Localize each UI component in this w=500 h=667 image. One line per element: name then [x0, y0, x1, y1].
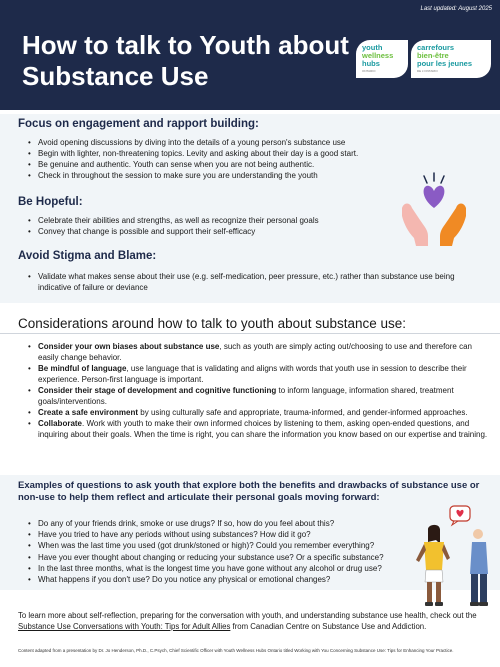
- considerations-heading: Considerations around how to talk to youth about substance use:: [18, 316, 406, 331]
- considerations-list: [28, 341, 488, 440]
- list-item: • Avoid opening discussions by diving into the details of a young person's substance use: [28, 137, 488, 148]
- divider: [0, 333, 500, 334]
- youth-conversation-illustration: [412, 504, 492, 608]
- list-item: • Create a safe environment by using culturally safe and appropriate, trauma-informed, and gender-informed approaches.: [28, 407, 488, 418]
- list-item: • Be mindful of language, use language that is validating and aligns with words that youth use in session to describe their experience. Person-first language is important.: [28, 363, 488, 385]
- list-item: • Consider your own biases about substance use, such as youth are simply acting out/choosing to use and therefore can easily change behavior.: [28, 341, 488, 363]
- last-updated: Last updated: August 2025: [420, 6, 492, 12]
- stigma-list: [28, 271, 478, 293]
- list-item: • Begin with lighter, non-threatening topics. Levity and asking about their day is a good start.: [28, 148, 488, 159]
- list-item: • Celebrate their abilities and strengths, as well as recognize their personal goals: [28, 215, 388, 226]
- carrefours-bien-etre-logo: carrefours bien-être pour les jeunes DE L'ONTARIO: [411, 40, 491, 78]
- list-item: • Consider their stage of development and cognitive functioning to inform language, information shared, treatment goals/interventions.: [28, 385, 488, 407]
- right-hand: [440, 204, 466, 247]
- examples-heading: Examples of questions to ask youth that explore both the benefits and drawbacks of substance use or non-use to help them reflect and articulate their personal goals moving forward:: [18, 480, 480, 503]
- hopeful-heading: Be Hopeful:: [18, 196, 83, 208]
- heart-icon: [424, 186, 445, 208]
- resource-link[interactable]: Substance Use Conversations with Youth: Tips for Adult Allies: [18, 622, 231, 631]
- list-item: • Check in throughout the session to make sure you are understanding the youth: [28, 170, 488, 181]
- list-item: • When was the last time you used (got drunk/stoned or high)? Could you remember everything?: [28, 540, 428, 551]
- header-banner: [0, 0, 500, 110]
- left-hand: [402, 204, 428, 247]
- stigma-heading: Avoid Stigma and Blame:: [18, 250, 157, 262]
- hopeful-list: [28, 215, 388, 237]
- list-item: • Have you ever thought about changing or reducing your substance use? Or a specific substance?: [28, 552, 428, 563]
- adult-head: [473, 529, 483, 539]
- youth-shirt: [424, 542, 444, 570]
- credit-note: Content adapted from a presentation by Dr. Jo Henderson, Ph.D., C.Psych, Chief Scientific Officer with Youth Wellness Hubs Ontario titled Working with You Concerning Substance Use: Tips for Enhancing Your Practice.: [18, 648, 454, 653]
- list-item: • Do any of your friends drink, smoke or use drugs? If so, how do you feel about this?: [28, 518, 428, 529]
- list-item: • Validate what makes sense about their use (e.g. self-medication, peer pressure, etc.) rather than substance use being indicative of failure or deviance: [28, 271, 478, 293]
- list-item: • Be genuine and authentic. Youth can sense when you are not being authentic.: [28, 159, 488, 170]
- list-item: • What happens if you don't use? Do you notice any physical or emotional changes?: [28, 574, 428, 585]
- focus-heading: Focus on engagement and rapport building:: [18, 118, 259, 130]
- page-title: How to talk to Youth about Substance Use: [22, 30, 349, 91]
- list-item: • Have you tried to have any periods without using substances? How did it go?: [28, 529, 428, 540]
- list-item: • Convey that change is possible and support their self-efficacy: [28, 226, 388, 237]
- hands-heart-illustration: [398, 172, 470, 246]
- youth-wellness-hubs-logo: youth wellness hubs ONTARIO: [356, 40, 408, 78]
- list-item: • Collaborate. Work with youth to make their own informed choices by listening to them, asking open-ended questions, and inquiring about their goals. When the time is right, you can share the information you know based on our expertise and training.: [28, 418, 488, 440]
- adult-shirt: [470, 542, 488, 574]
- examples-list: [28, 518, 428, 585]
- list-item: • In the last three months, what is the longest time you have gone without any alcohol or drug use?: [28, 563, 428, 574]
- learn-more-text: To learn more about self-reflection, preparing for the conversation with youth, and understanding substance use health, check out the Substance Use Conversations with Youth: Tips for Adult Allies from Canadian Centre on Substance Use and Addiction.: [18, 611, 477, 631]
